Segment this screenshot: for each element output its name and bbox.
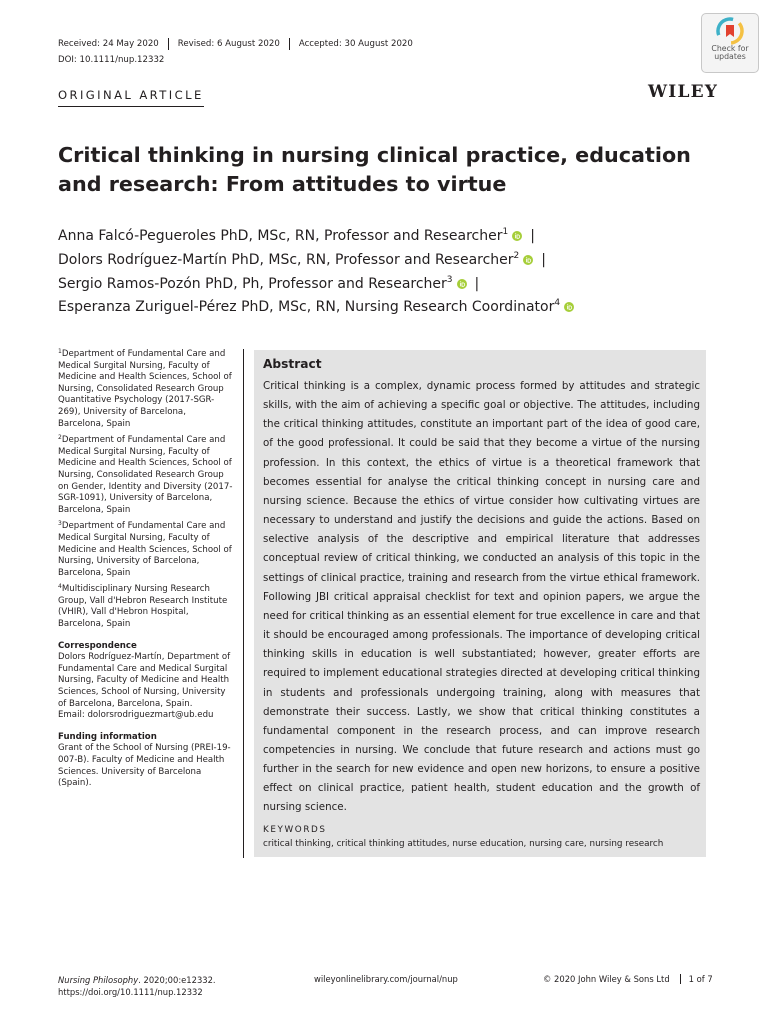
affiliation bbox=[58, 435, 234, 516]
affiliation-mark: 4 bbox=[58, 583, 62, 591]
author-name[interactable]: Sergio Ramos-Pozón PhD, Ph, Professor and Researcher bbox=[58, 275, 447, 292]
abstract-panel bbox=[254, 350, 706, 857]
orcid-icon[interactable] bbox=[512, 231, 522, 241]
accepted-date: Accepted: 30 August 2020 bbox=[289, 38, 422, 50]
badge-text-line2: updates bbox=[714, 52, 746, 62]
keywords-list: critical thinking, critical thinking attitudes, nurse education, nursing care, nursing research bbox=[263, 839, 664, 849]
footer-citation bbox=[58, 974, 216, 998]
author-list bbox=[58, 225, 718, 320]
author-line bbox=[58, 225, 718, 249]
correspondence-text: Dolors Rodríguez-Martín, Department of Fundamental Care and Medical Surgital Nursing, Faculty of Medicine and Health Sciences, School of Nursing, University of Barcelona, Barcelona, Spain. bbox=[58, 652, 231, 709]
author-line bbox=[58, 249, 718, 273]
revised-date: Revised: 6 August 2020 bbox=[168, 38, 289, 50]
affiliation-text: Department of Fundamental Care and Medical Surgital Nursing, Faculty of Medicine and Health Sciences, School of Nursing, University of Barcelona, Barcelona, Spain bbox=[58, 521, 232, 578]
author-name[interactable]: Esperanza Zuriguel-Pérez PhD, MSc, RN, Nursing Research Coordinator bbox=[58, 299, 555, 316]
journal-site-link[interactable]: wileyonlinelibrary.com/journal/nup bbox=[314, 974, 458, 984]
author-line bbox=[58, 273, 718, 297]
page-number: 1 of 7 bbox=[680, 974, 713, 984]
abstract-heading: Abstract bbox=[263, 357, 322, 371]
footer-right bbox=[543, 974, 713, 984]
publisher-logo: WILEY bbox=[648, 82, 719, 102]
author-affiliation-mark: 3 bbox=[446, 274, 453, 285]
abstract-body: Critical thinking is a complex, dynamic process formed by attitudes and strategic skills, with the aim of achieving a specific goal or objective. The attitudes, including the critical thinking attitudes, constitute an important part of the idea of good care, of the good professional. It could be said that they become a virtue of the nursing profession. In this context, the ethics of virtue is a theoretical framework that becomes essential for analyse the critical thinking concept in nursing care and nursing science. Because the ethics of virtue consider how cultivating virtues are necessary to understand and justify the decisions and guide the actions. Based on selective analysis of the descriptive and empirical literature that addresses conceptual review of critical thinking, we conducted an analysis of this topic in the settings of clinical practice, training and research from the virtue ethical framework. Following JBI critical appraisal checklist for text and opinion papers, we argue the need for critical thinking as an essential element for true excellence in care and that it should be encouraged among professionals. The importance of developing critical thinking skills in education is well substantiated; however, greater efforts are required to implement educational strategies directed at developing critical thinking in students and professionals undergoing training, along with measures that demonstrate their success. Lastly, we show that critical thinking constitutes a fundamental component in the research process, and can improve research competencies in nursing. We conclude that future research and actions must go further in the search for new evidence and open new horizons, to ensure a positive effect on clinical practice, patient health, student education and the growth of nursing science. bbox=[263, 380, 700, 814]
received-date: Received: 24 May 2020 bbox=[58, 39, 159, 49]
author-line bbox=[58, 296, 718, 320]
article-dates bbox=[58, 38, 422, 50]
check-for-updates-button[interactable] bbox=[701, 13, 759, 73]
correspondence-email[interactable]: Email: dolorsrodriguezmart@ub.edu bbox=[58, 710, 214, 721]
article-type-label: ORIGINAL ARTICLE bbox=[58, 88, 204, 107]
badge-text-line1: Check for bbox=[711, 44, 749, 53]
column-divider bbox=[243, 349, 244, 858]
affiliation-text: Department of Fundamental Care and Medical Surgital Nursing, Faculty of Medicine and Health Sciences, School of Nursing, Consolidated Research Group on Gender, Identity and Diversity (2017-SGR-1091), University of Barcelona, Barcelona, Spain bbox=[58, 435, 233, 515]
author-affiliation-mark: 4 bbox=[554, 298, 561, 309]
citation-text: . 2020;00:e12332. bbox=[138, 975, 216, 985]
author-name[interactable]: Anna Falcó-Pegueroles PhD, MSc, RN, Professor and Researcher bbox=[58, 228, 503, 244]
keywords-heading: KEYWORDS bbox=[263, 825, 327, 835]
copyright-text: © 2020 John Wiley & Sons Ltd bbox=[543, 974, 670, 984]
author-affiliation-mark: 1 bbox=[502, 227, 509, 237]
article-info-column bbox=[58, 349, 234, 790]
affiliation-mark: 3 bbox=[58, 520, 62, 528]
affiliation-text: Department of Fundamental Care and Medical Surgital Nursing, Faculty of Medicine and Health Sciences, School of Nursing, Consolidated Research Group Quantitative Psychology (2017-SGR-269), University of Barcelona, Barcelona, Spain bbox=[58, 349, 232, 429]
affiliation bbox=[58, 584, 234, 630]
article-doi[interactable]: DOI: 10.1111/nup.12332 bbox=[58, 55, 165, 65]
affiliation-mark: 1 bbox=[58, 348, 62, 355]
article-title: Critical thinking in nursing clinical practice, education and research: From attitudes to virtue bbox=[58, 143, 691, 196]
affiliation bbox=[58, 521, 234, 579]
author-affiliation-mark: 2 bbox=[513, 250, 520, 261]
orcid-icon[interactable] bbox=[523, 255, 533, 265]
orcid-icon[interactable] bbox=[564, 302, 574, 312]
affiliation-mark: 2 bbox=[58, 434, 62, 442]
funding-label: Funding information bbox=[58, 731, 157, 742]
journal-name: Nursing Philosophy bbox=[58, 975, 139, 985]
orcid-icon[interactable] bbox=[457, 279, 467, 289]
author-separator: | bbox=[541, 251, 546, 268]
author-name[interactable]: Dolors Rodríguez-Martín PhD, MSc, RN, Professor and Researcher bbox=[58, 251, 514, 268]
affiliation-text: Multidisciplinary Nursing Research Group, Vall d'Hebron Research Institute (VHIR), Vall d'Hebron Hospital, Barcelona, Spain bbox=[58, 584, 228, 630]
footer-doi-link[interactable]: https://doi.org/10.1111/nup.12332 bbox=[58, 987, 203, 997]
funding-text: Grant of the School of Nursing (PREI-19-007-B). Faculty of Medicine and Health Sciences. University of Barcelona (Spain). bbox=[58, 743, 231, 789]
affiliation bbox=[58, 349, 234, 430]
author-separator: | bbox=[474, 275, 480, 292]
author-separator: | bbox=[530, 228, 535, 244]
correspondence-label: Correspondence bbox=[58, 640, 137, 651]
crossmark-icon bbox=[716, 17, 744, 45]
